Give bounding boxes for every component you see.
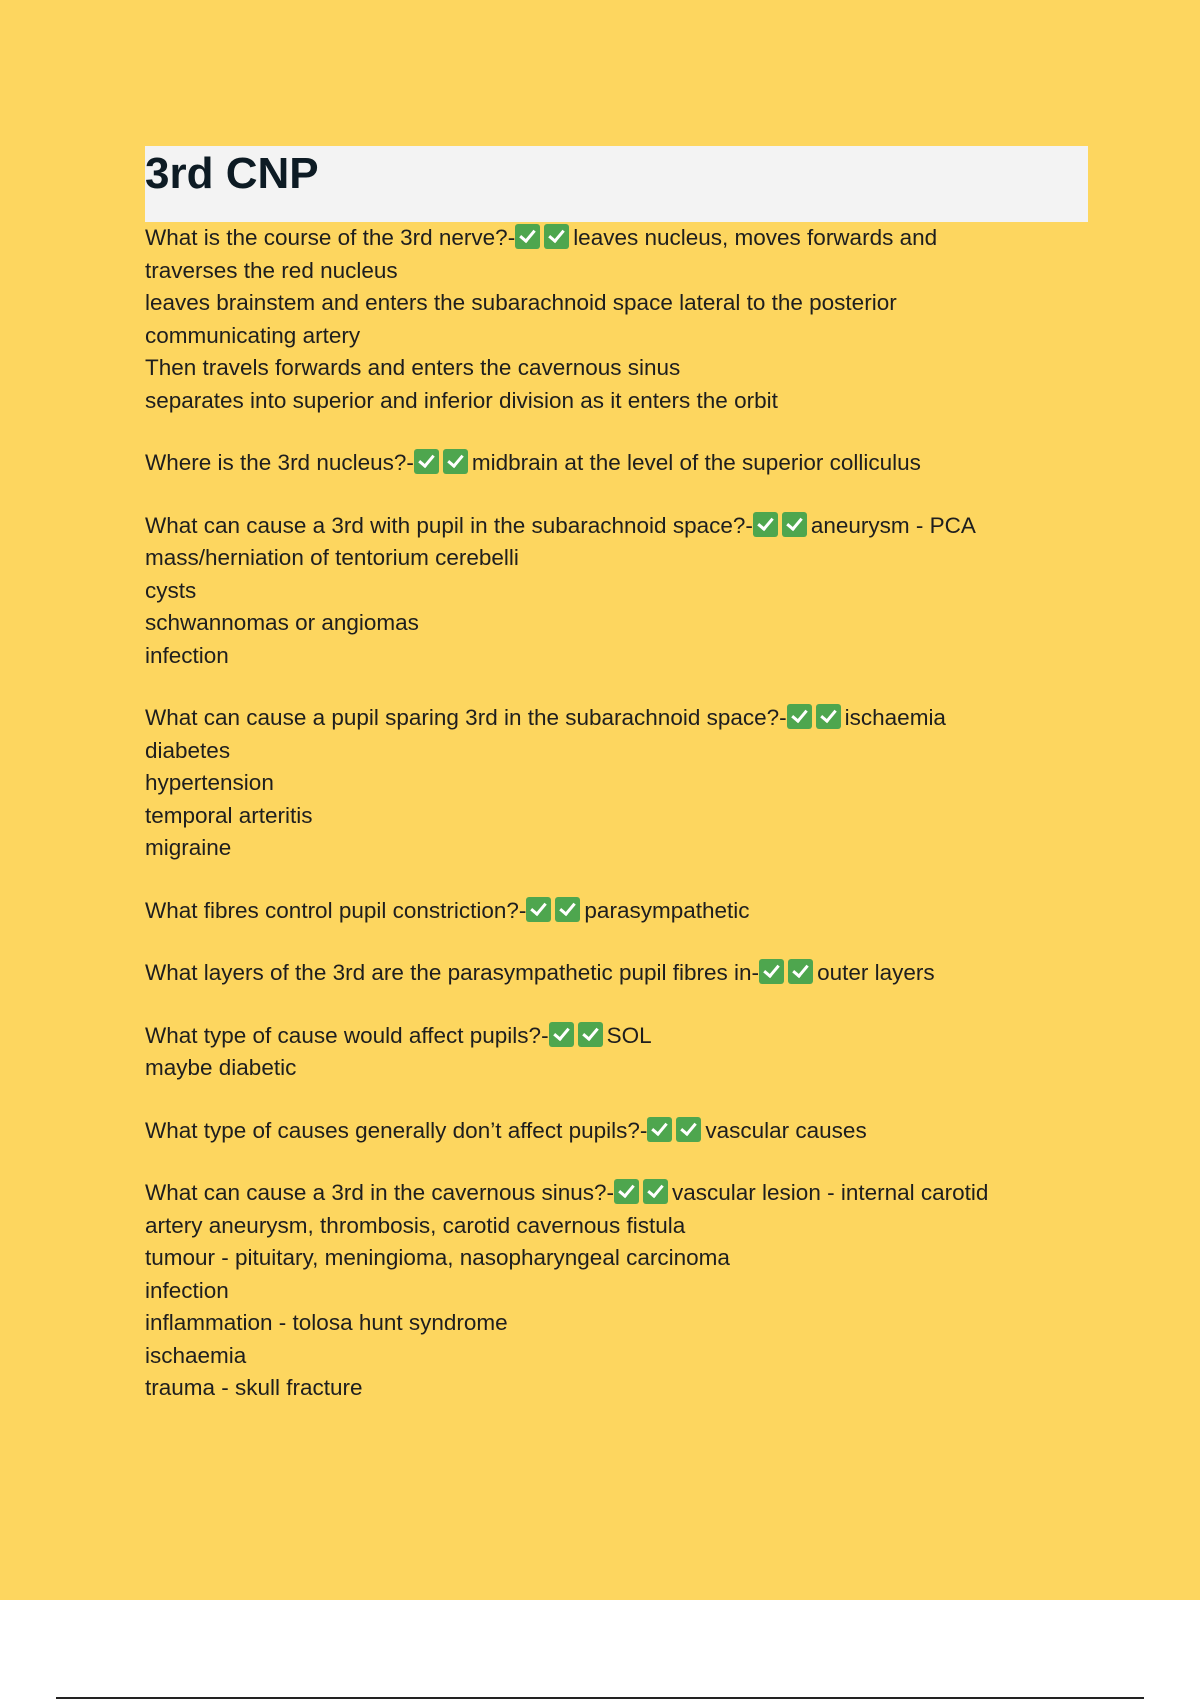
- answer-line: migraine: [145, 835, 232, 860]
- answer-line: diabetes: [145, 737, 231, 763]
- answer-line: infection: [145, 642, 229, 668]
- qa-item: [145, 510, 1088, 673]
- answer-line: separates into superior and inferior division as it enters the orbit: [145, 387, 778, 413]
- footer-divider: [56, 1697, 1144, 1699]
- qa-item: [145, 702, 1088, 865]
- qa-first-line: [145, 447, 1088, 480]
- answer-line: communicating artery: [145, 322, 361, 348]
- answer-text: aneurysm - PCA: [810, 512, 976, 538]
- check-mark-icon: [549, 1022, 574, 1047]
- answer-line: tumour - pituitary, meningioma, nasopharyngeal carcinoma: [145, 1245, 730, 1270]
- qa-item: [145, 1177, 1088, 1405]
- check-mark-icon: [443, 449, 468, 474]
- answer-line: infection: [145, 1277, 229, 1303]
- check-mark-icon: [555, 897, 580, 922]
- qa-first-line: [145, 1115, 1088, 1148]
- answer-line: schwannomas or angiomas: [145, 610, 419, 635]
- answer-line: artery aneurysm, thrombosis, carotid cavernous fistula: [145, 1212, 686, 1238]
- qa-first-line: [145, 702, 1088, 735]
- question-text: What fibres control pupil constriction?-: [145, 897, 527, 923]
- check-mark-icon: [676, 1117, 701, 1142]
- answer-line: ischaemia: [145, 1342, 247, 1368]
- question-text: Where is the 3rd nucleus?-: [145, 450, 414, 475]
- qa-item: [145, 447, 1088, 480]
- qa-item: [145, 1115, 1088, 1148]
- answer-text: SOL: [606, 1022, 652, 1048]
- question-text: What can cause a 3rd in the cavernous sinus?-: [145, 1180, 615, 1205]
- title-box: [145, 146, 1088, 222]
- question-text: What layers of the 3rd are the parasympathetic pupil fibres in-: [145, 960, 760, 985]
- check-mark-icon: [526, 897, 551, 922]
- qa-item: [145, 895, 1088, 928]
- page-title: 3rd CNP: [145, 149, 319, 198]
- answer-line: Then travels forwards and enters the cavernous sinus: [145, 355, 681, 380]
- answer-line: mass/herniation of tentorium cerebelli: [145, 545, 519, 570]
- answer-line: maybe diabetic: [145, 1055, 297, 1080]
- check-mark-icon: [578, 1022, 603, 1047]
- qa-first-line: [145, 895, 1088, 928]
- answer-line: inflammation - tolosa hunt syndrome: [145, 1310, 508, 1335]
- answer-line: traverses the red nucleus: [145, 257, 398, 283]
- check-mark-icon: [753, 512, 778, 537]
- qa-first-line: [145, 510, 1088, 543]
- answer-line: hypertension: [145, 770, 274, 795]
- qa-first-line: [145, 1177, 1088, 1210]
- question-text: What type of cause would affect pupils?-: [145, 1022, 549, 1048]
- answer-line: leaves brainstem and enters the subarachnoid space lateral to the posterior: [145, 290, 897, 315]
- check-mark-icon: [414, 449, 439, 474]
- qa-item: [145, 1020, 1088, 1085]
- question-text: What can cause a pupil sparing 3rd in the subarachnoid space?-: [145, 705, 787, 730]
- answer-text: parasympathetic: [584, 897, 750, 923]
- answer-text: ischaemia: [844, 705, 946, 730]
- question-text: What is the course of the 3rd nerve?-: [145, 225, 516, 250]
- question-text: What type of causes generally don’t affect pupils?-: [145, 1117, 648, 1143]
- question-text: What can cause a 3rd with pupil in the subarachnoid space?-: [145, 512, 753, 538]
- answer-text: vascular causes: [705, 1117, 867, 1143]
- check-mark-icon: [643, 1179, 668, 1204]
- check-mark-icon: [759, 959, 784, 984]
- answer-text: leaves nucleus, moves forwards and: [573, 225, 938, 250]
- qa-item: [145, 222, 1088, 417]
- answer-line: temporal arteritis: [145, 802, 313, 828]
- qa-list: [145, 222, 1088, 1405]
- answer-text: midbrain at the level of the superior colliculus: [471, 450, 921, 475]
- answer-text: vascular lesion - internal carotid: [672, 1180, 989, 1205]
- check-mark-icon: [544, 224, 569, 249]
- qa-first-line: [145, 222, 1088, 255]
- check-mark-icon: [782, 512, 807, 537]
- qa-item: [145, 957, 1088, 990]
- qa-first-line: [145, 1020, 1088, 1053]
- check-mark-icon: [787, 704, 812, 729]
- check-mark-icon: [647, 1117, 672, 1142]
- check-mark-icon: [614, 1179, 639, 1204]
- check-mark-icon: [515, 224, 540, 249]
- qa-first-line: [145, 957, 1088, 990]
- document-content: [145, 146, 1088, 1435]
- answer-line: cysts: [145, 577, 197, 603]
- answer-text: outer layers: [817, 960, 935, 985]
- check-mark-icon: [816, 704, 841, 729]
- answer-line: trauma - skull fracture: [145, 1375, 363, 1400]
- check-mark-icon: [788, 959, 813, 984]
